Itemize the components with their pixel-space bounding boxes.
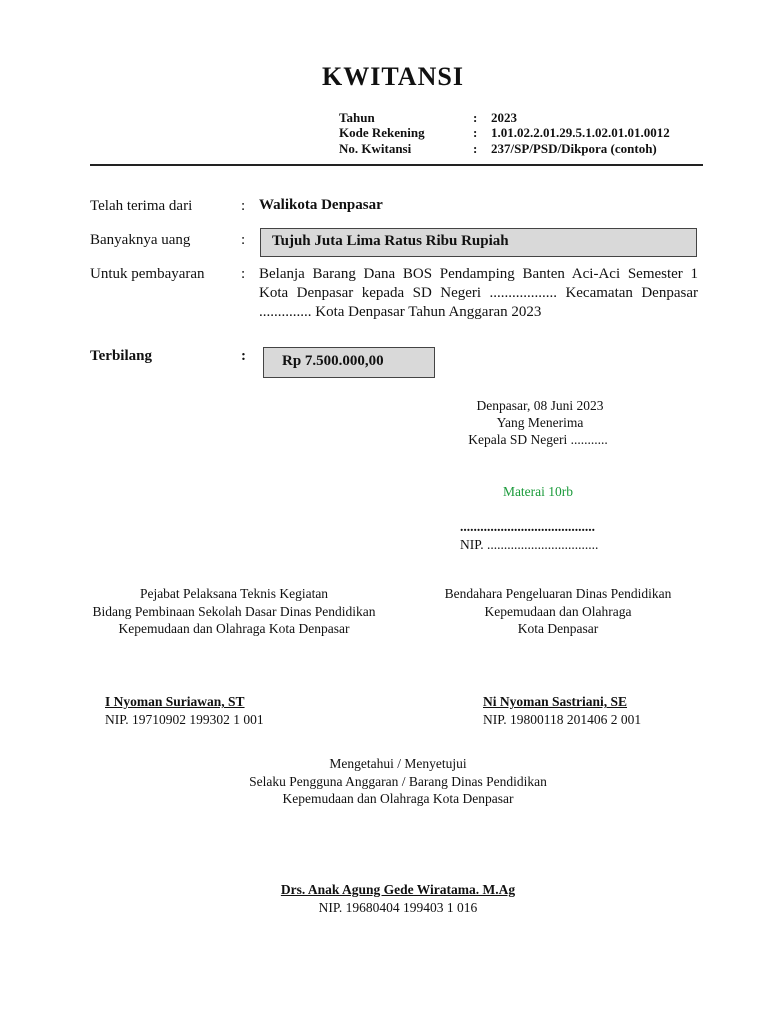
receiver-role: Yang Menerima bbox=[496, 415, 584, 430]
header-divider bbox=[90, 164, 703, 166]
amount-words-box bbox=[260, 228, 697, 257]
left-signatory-name: I Nyoman Suriawan, ST bbox=[105, 694, 245, 709]
meta-key: Tahun bbox=[339, 110, 375, 125]
right-signatory-line: Bendahara Pengeluaran Dinas Pendidikan bbox=[444, 586, 672, 601]
meta-colon: : bbox=[473, 141, 478, 156]
amount-words-colon: : bbox=[241, 232, 246, 248]
right-signatory-line: Kota Denpasar bbox=[517, 621, 599, 636]
left-signatory-line: Pejabat Pelaksana Teknis Kegiatan bbox=[139, 586, 329, 601]
terbilang-label: Terbilang bbox=[90, 348, 152, 364]
purpose-colon: : bbox=[241, 266, 246, 282]
amount-words-value: Tujuh Juta Lima Ratus Ribu Rupiah bbox=[272, 233, 509, 249]
approver-name: Drs. Anak Agung Gede Wiratama. M.Ag bbox=[280, 882, 516, 897]
approver-nip: NIP. 19680404 199403 1 016 bbox=[318, 900, 478, 915]
terbilang-box bbox=[263, 347, 435, 378]
materai-stamp-note: Materai 10rb bbox=[502, 484, 574, 499]
received-from-colon: : bbox=[241, 198, 246, 214]
approver-line: Mengetahui / Menyetujui bbox=[329, 756, 467, 771]
meta-key: No. Kwitansi bbox=[339, 141, 412, 156]
meta-value: 1.01.02.2.01.29.5.1.02.01.01.0012 bbox=[491, 125, 670, 140]
document-title: KWITANSI bbox=[322, 62, 464, 91]
left-signatory-line: Kepemudaan dan Olahraga Kota Denpasar bbox=[118, 621, 350, 636]
terbilang-colon: : bbox=[241, 348, 246, 364]
right-signatory-name: Ni Nyoman Sastriani, SE bbox=[483, 694, 628, 709]
receiver-name-line: ........................................ bbox=[460, 519, 595, 534]
left-signatory-line: Bidang Pembinaan Sekolah Dasar Dinas Pendidikan bbox=[92, 603, 376, 619]
approver-line: Kepemudaan dan Olahraga Kota Denpasar bbox=[282, 791, 514, 806]
meta-colon: : bbox=[473, 125, 478, 140]
received-from-value: Walikota Denpasar bbox=[259, 197, 383, 213]
meta-colon: : bbox=[473, 110, 478, 125]
amount-words-label: Banyaknya uang bbox=[90, 232, 191, 248]
terbilang-value: Rp 7.500.000,00 bbox=[282, 353, 384, 369]
right-signatory-line: Kepemudaan dan Olahraga bbox=[484, 603, 632, 619]
right-signatory-title bbox=[408, 585, 708, 638]
meta-value: 237/SP/PSD/Dikpora (contoh) bbox=[491, 141, 657, 156]
right-signatory-nip: NIP. 19800118 201406 2 001 bbox=[483, 712, 642, 727]
received-from-label: Telah terima dari bbox=[90, 198, 193, 214]
receiver-position: Kepala SD Negeri ........... bbox=[468, 432, 608, 447]
receiver-nip: NIP. ................................. bbox=[460, 537, 599, 552]
left-signatory-nip: NIP. 19710902 199302 1 001 bbox=[105, 712, 264, 727]
purpose-label: Untuk pembayaran bbox=[90, 266, 205, 282]
approver-title bbox=[198, 755, 598, 808]
receiver-place-date: Denpasar, 08 Juni 2023 bbox=[476, 398, 604, 413]
meta-key: Kode Rekening bbox=[339, 125, 425, 140]
left-signatory-title bbox=[34, 585, 434, 638]
meta-value: 2023 bbox=[491, 110, 517, 125]
purpose-value: Belanja Barang Dana BOS Pendamping Banten Aci-Aci Semester 1 Kota Denpasar kepada SD Negeri .................. Kecamatan Denpasar .............. Kota Denpasar Tahun Anggaran 2023 bbox=[259, 266, 698, 320]
approver-line: Selaku Pengguna Anggaran / Barang Dinas Pendidikan bbox=[249, 773, 547, 789]
